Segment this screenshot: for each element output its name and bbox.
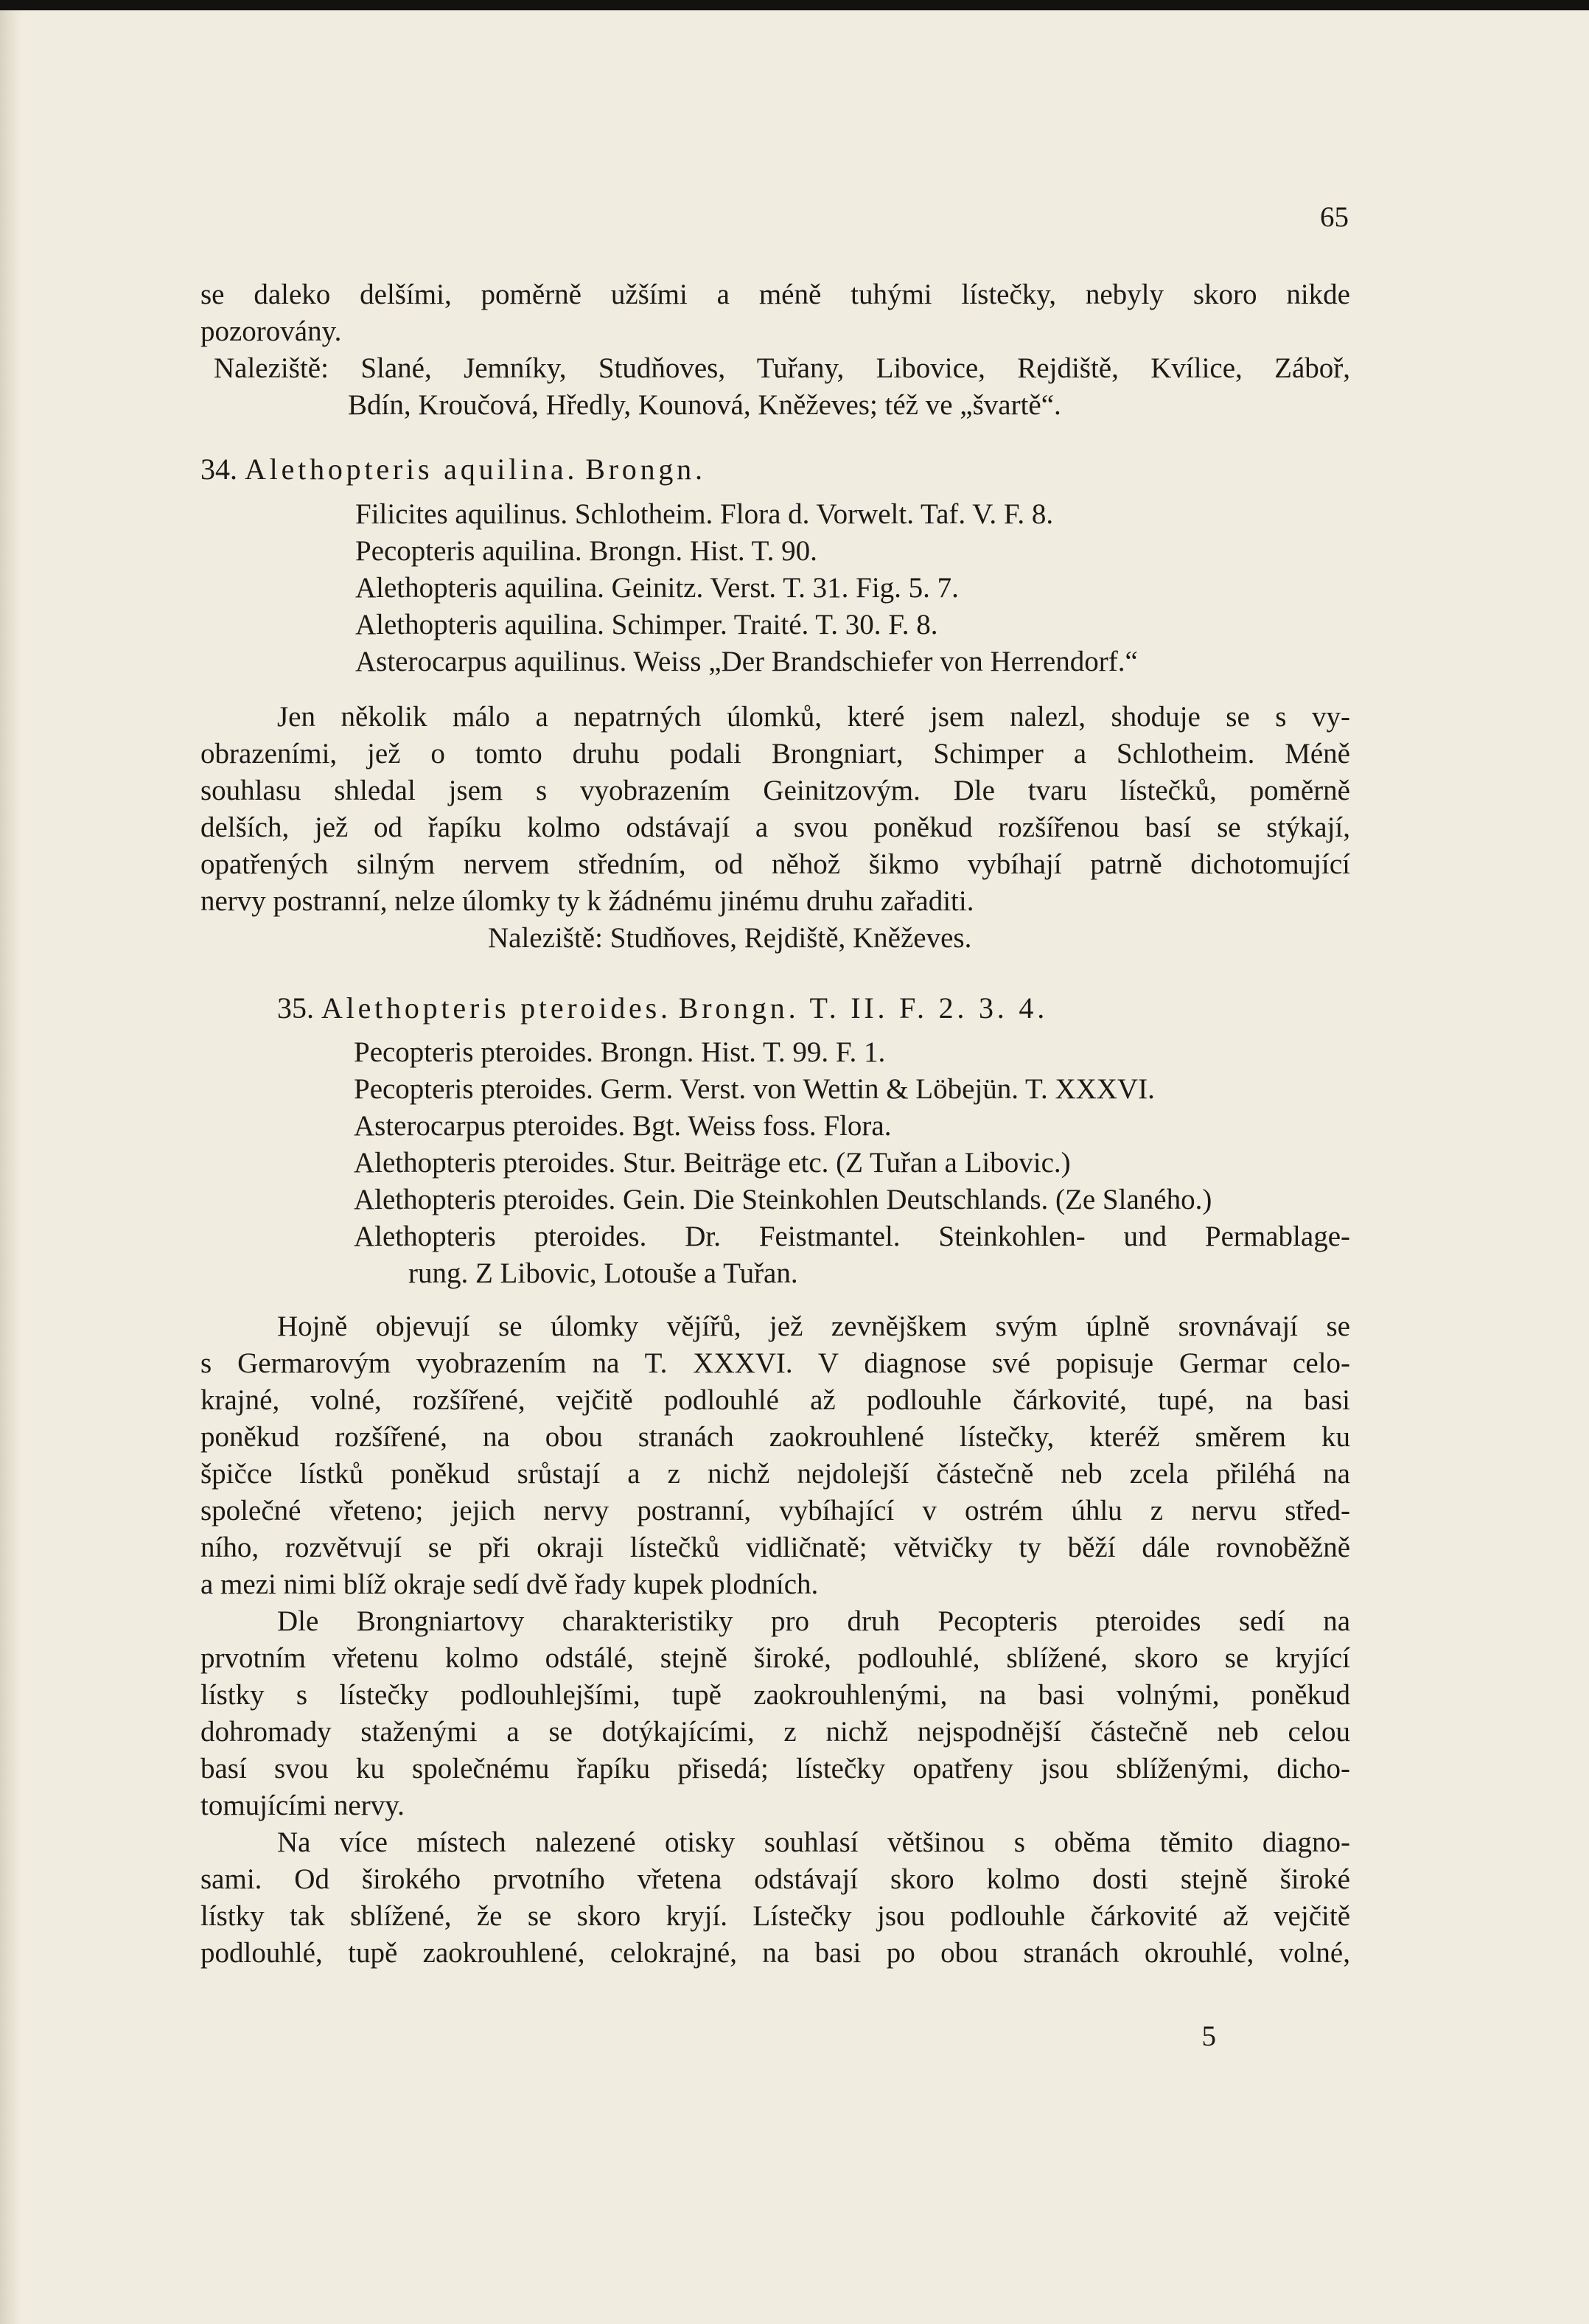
text-line: opatřených silným nervem středním, od něhož šikmo vybíhají patrně dichotomující — [200, 848, 1350, 880]
text-line: Hojně objevují se úlomky vějířů, jež zevnějškem svým úplně srovnávají se — [277, 1311, 1350, 1342]
synonym-line: Alethopteris aquilina. Geinitz. Verst. T. 31. Fig. 5. 7. — [355, 572, 959, 604]
text-line: pozorovány. — [200, 315, 342, 347]
text-line: basí svou ku společnému řapíku přisedá; lístečky opatřeny jsou sblíženými, dicho- — [200, 1753, 1350, 1784]
text-line: nervy postranní, nelze úlomky ty k žádnému jinému druhu zařaditi. — [200, 885, 974, 917]
text-line: lístky tak sblížené, že se skoro kryjí. Lístečky jsou podlouhle čárkovité až vejčitě — [200, 1900, 1350, 1932]
synonym-line: Alethopteris aquilina. Schimper. Traité. T. 30. F. 8. — [355, 609, 938, 641]
synonym-line: Alethopteris pteroides. Gein. Die Steinkohlen Deutschlands. (Ze Slaného.) — [354, 1184, 1212, 1215]
text-line: delších, jež od řapíku kolmo odstávají a svou poněkud rozšířenou basí se stýkají, — [200, 812, 1350, 843]
text-line: sami. Od širokého prvotního vřetena odstávají skoro kolmo dosti stejně široké — [200, 1863, 1350, 1895]
localities-label: Naleziště: — [488, 922, 603, 954]
synonym-line: Alethopteris pteroides. Dr. Feistmantel. Steinkohlen- und Permablage- — [354, 1221, 1350, 1252]
species-35-heading — [200, 990, 1350, 1027]
localities-text: Slané, Jemníky, Studňoves, Tuřany, Libovice, Rejdiště, Kvílice, Záboř, — [360, 352, 1351, 384]
synonym-line: Pecopteris pteroides. Germ. Verst. von Wettin & Löbejün. T. XXXVI. — [354, 1073, 1155, 1105]
species-35-paragraph-1 — [200, 1308, 1350, 1603]
synonym-line: Asterocarpus pteroides. Bgt. Weiss foss. Flora. — [354, 1110, 892, 1142]
species-author: Brongn. — [585, 453, 706, 486]
scan-gutter-shadow — [0, 10, 22, 2324]
species-34-description — [200, 699, 1350, 957]
localities-line — [200, 920, 1350, 957]
species-number: 34. — [200, 453, 237, 486]
text-line: s Germarovým vyobrazením na T. XXXVI. V diagnose své popisuje Germar celo- — [200, 1347, 1350, 1379]
species-35-paragraph-3 — [200, 1824, 1350, 1972]
synonym-line: Asterocarpus aquilinus. Weiss „Der Brandschiefer von Herrendorf.“ — [355, 646, 1138, 677]
species-author: Brongn. T. II. F. 2. 3. 4. — [678, 991, 1048, 1025]
signature-mark: 5 — [1201, 2020, 1216, 2052]
scan-top-edge — [0, 0, 1589, 10]
text-line: Jen několik málo a nepatrných úlomků, které jsem nalezl, shoduje se s vy- — [277, 701, 1350, 733]
species-35-synonyms — [354, 1034, 1350, 1292]
text-line: Na více místech nalezené otisky souhlasí většinou s oběma těmito diagno- — [277, 1826, 1350, 1858]
localities-text: Studňoves, Rejdiště, Kněževes. — [610, 922, 972, 954]
synonym-line: Pecopteris pteroides. Brongn. Hist. T. 99. F. 1. — [354, 1036, 886, 1068]
text-line: podlouhlé, tupě zaokrouhlené, celokrajné, na basi po obou stranách okrouhlé, volné, — [200, 1937, 1350, 1969]
text-line: prvotním vřetenu kolmo odstálé, stejně široké, podlouhlé, sblížené, skoro se kryjící — [200, 1642, 1350, 1674]
text-line: tomujícími nervy. — [200, 1790, 405, 1821]
text-line: poněkud rozšířené, na obou stranách zaokrouhlené lístečky, kteréž směrem ku — [200, 1421, 1350, 1453]
text-line: a mezi nimi blíž okraje sedí dvě řady kupek plodních. — [200, 1568, 819, 1600]
synonym-line: Alethopteris pteroides. Stur. Beiträge etc. (Z Tuřan a Libovic.) — [354, 1147, 1071, 1179]
text-line: se daleko delšími, poměrně užšími a méně tuhými lístečky, nebyly skoro nikde — [200, 279, 1350, 310]
text-line: obrazeními, jež o tomto druhu podali Brongniart, Schimper a Schlotheim. Méně — [200, 738, 1350, 770]
page-number: 65 — [1320, 201, 1349, 233]
localities-label: Naleziště: — [214, 352, 329, 384]
text-line: dohromady staženými a se dotýkajícími, z nichž nejspodnější částečně neb celou — [200, 1716, 1350, 1748]
text-line: lístky s lístečky podlouhlejšími, tupě zaokrouhlenými, na basi volnými, poněkud — [200, 1679, 1350, 1711]
text-line: krajné, volné, rozšířené, vejčitě podlouhlé až podlouhle čárkovité, tupé, na basi — [200, 1384, 1350, 1416]
species-35-paragraph-2 — [200, 1603, 1350, 1824]
species-number: 35. — [277, 991, 314, 1025]
intro-paragraph — [200, 276, 1350, 424]
synonym-line: Filicites aquilinus. Schlotheim. Flora d. Vorwelt. Taf. V. F. 8. — [355, 498, 1054, 530]
localities-line — [200, 350, 1350, 387]
species-34-synonyms — [355, 496, 1313, 680]
text-line: společné vřeteno; jejich nervy postranní, vybíhající v ostrém úhlu z nervu střed- — [200, 1495, 1350, 1526]
synonym-line: Pecopteris aquilina. Brongn. Hist. T. 90. — [355, 535, 817, 567]
text-line: špičce lístků poněkud srůstají a z nichž nejdolejší částečně neb zcela přiléhá na — [200, 1458, 1350, 1490]
text-line: ního, rozvětvují se při okraji lístečků vidličnatě; větvičky ty běží dále rovnoběžně — [200, 1532, 1350, 1563]
synonym-line: rung. Z Libovic, Lotouše a Tuřan. — [408, 1257, 798, 1289]
text-line: Dle Brongniartovy charakteristiky pro druh Pecopteris pteroides sedí na — [277, 1605, 1350, 1637]
species-name: Alethopteris pteroides. — [321, 991, 671, 1025]
text-line: souhlasu shledal jsem s vyobrazením Geinitzovým. Dle tvaru lístečků, poměrně — [200, 775, 1350, 806]
species-34-heading — [200, 451, 1350, 488]
localities-line: Bdín, Kroučová, Hředly, Kounová, Kněževes; též ve „švartě“. — [348, 389, 1061, 421]
species-name: Alethopteris aquilina. — [245, 453, 579, 486]
